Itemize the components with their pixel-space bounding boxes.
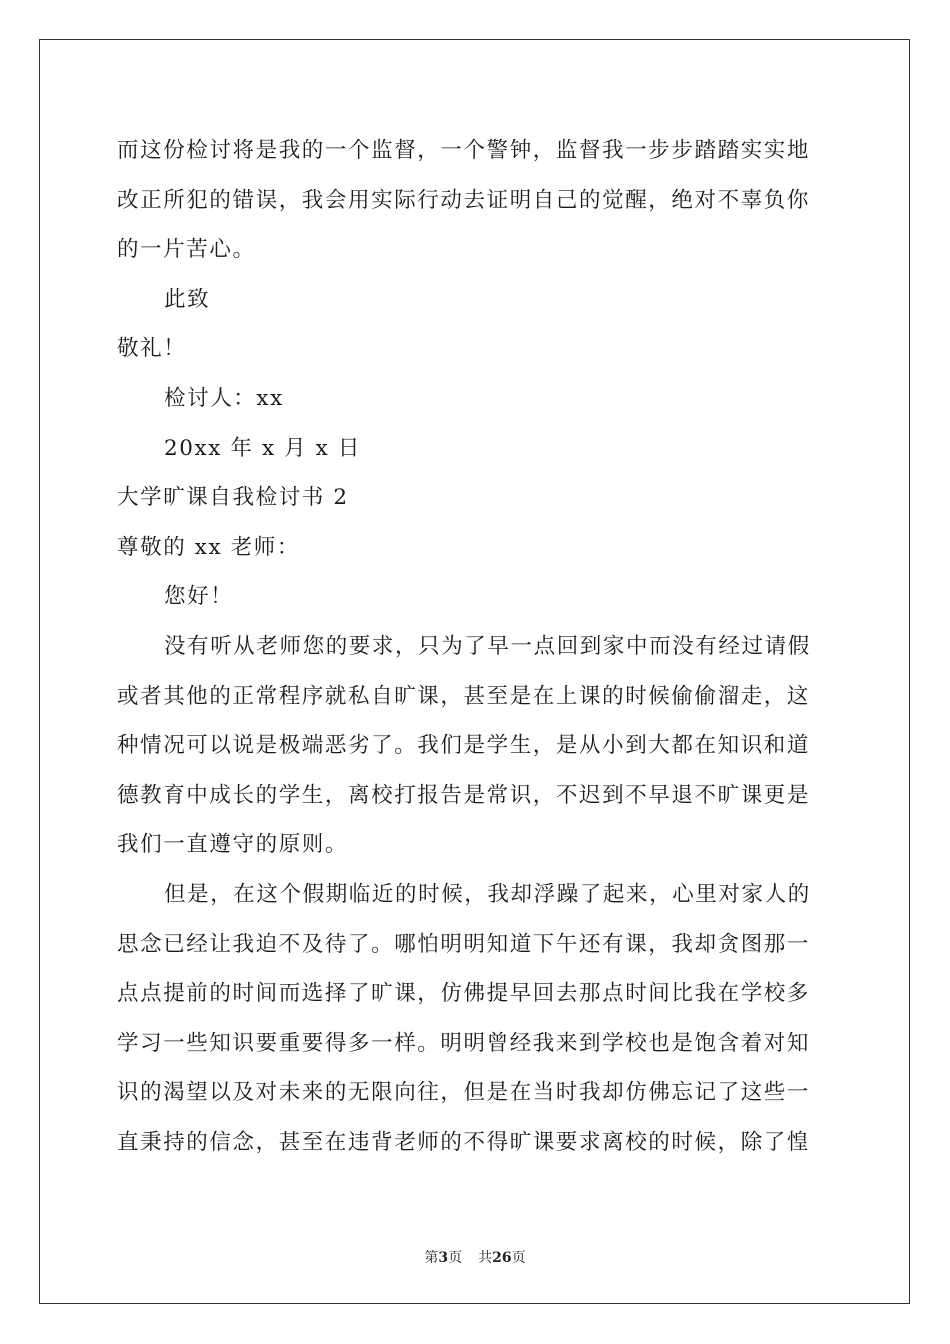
page-footer: [0, 1247, 950, 1267]
document-body: [117, 126, 833, 1167]
section-title: 大学旷课自我检讨书 2: [117, 485, 349, 511]
text-line-11: 没有听从老师您的要求，只为了早一点回到家中而没有经过请假: [164, 633, 811, 659]
signature-author: 检讨人：xx: [164, 385, 284, 411]
text-line-17: 思念已经让我迫不及待了。哪怕明明知道下午还有课，我却贪图那一: [117, 931, 811, 957]
signature-date: 20xx 年 x 月 x 日: [164, 435, 361, 461]
footer-total-number: 26: [492, 1250, 512, 1266]
text-line-14: 德教育中成长的学生，离校打报告是常识，不迟到不早退不旷课更是: [117, 782, 811, 808]
text-line-19: 学习一些知识要重要得多一样。明明曾经我来到学校也是饱含着对知: [117, 1030, 811, 1056]
salutation-cizhi: 此致: [164, 286, 211, 312]
salutation-jingli: 敬礼！: [117, 336, 187, 362]
footer-page-suffix: 页: [448, 1250, 463, 1266]
text-line-1: 而这份检讨将是我的一个监督，一个警钟，监督我一步步踏踏实实地: [117, 138, 811, 163]
text-line-18: 点点提前的时间而选择了旷课，仿佛提早回去那点时间比我在学校多: [117, 981, 811, 1007]
footer-page-prefix: 第: [424, 1250, 439, 1266]
greeting: 您好！: [164, 584, 234, 610]
text-line-2: 改正所犯的错误，我会用实际行动去证明自己的觉醒，绝对不辜负你: [117, 187, 811, 213]
text-line-21: 直秉持的信念，甚至在违背老师的不得旷课要求离校的时候，除了惶: [117, 1129, 811, 1155]
footer-total-suffix: 页: [511, 1250, 526, 1266]
footer-total-prefix: 共: [478, 1250, 493, 1266]
text-line-16: 但是，在这个假期临近的时候，我却浮躁了起来，心里对家人的: [164, 881, 811, 907]
text-line-13: 种情况可以说是极端恶劣了。我们是学生，是从小到大都在知识和道: [117, 733, 811, 759]
text-line-3: 的一片苦心。: [117, 237, 256, 263]
text-line-20: 识的渴望以及对未来的无限向往，但是在当时我却仿佛忘记了这些一: [117, 1080, 811, 1106]
text-line-15: 我们一直遵守的原则。: [117, 832, 349, 858]
text-line-12: 或者其他的正常程序就私自旷课，甚至是在上课的时候偷偷溜走，这: [117, 683, 811, 709]
addressee: 尊敬的 xx 老师：: [117, 534, 300, 560]
footer-page-number: 3: [438, 1250, 449, 1266]
